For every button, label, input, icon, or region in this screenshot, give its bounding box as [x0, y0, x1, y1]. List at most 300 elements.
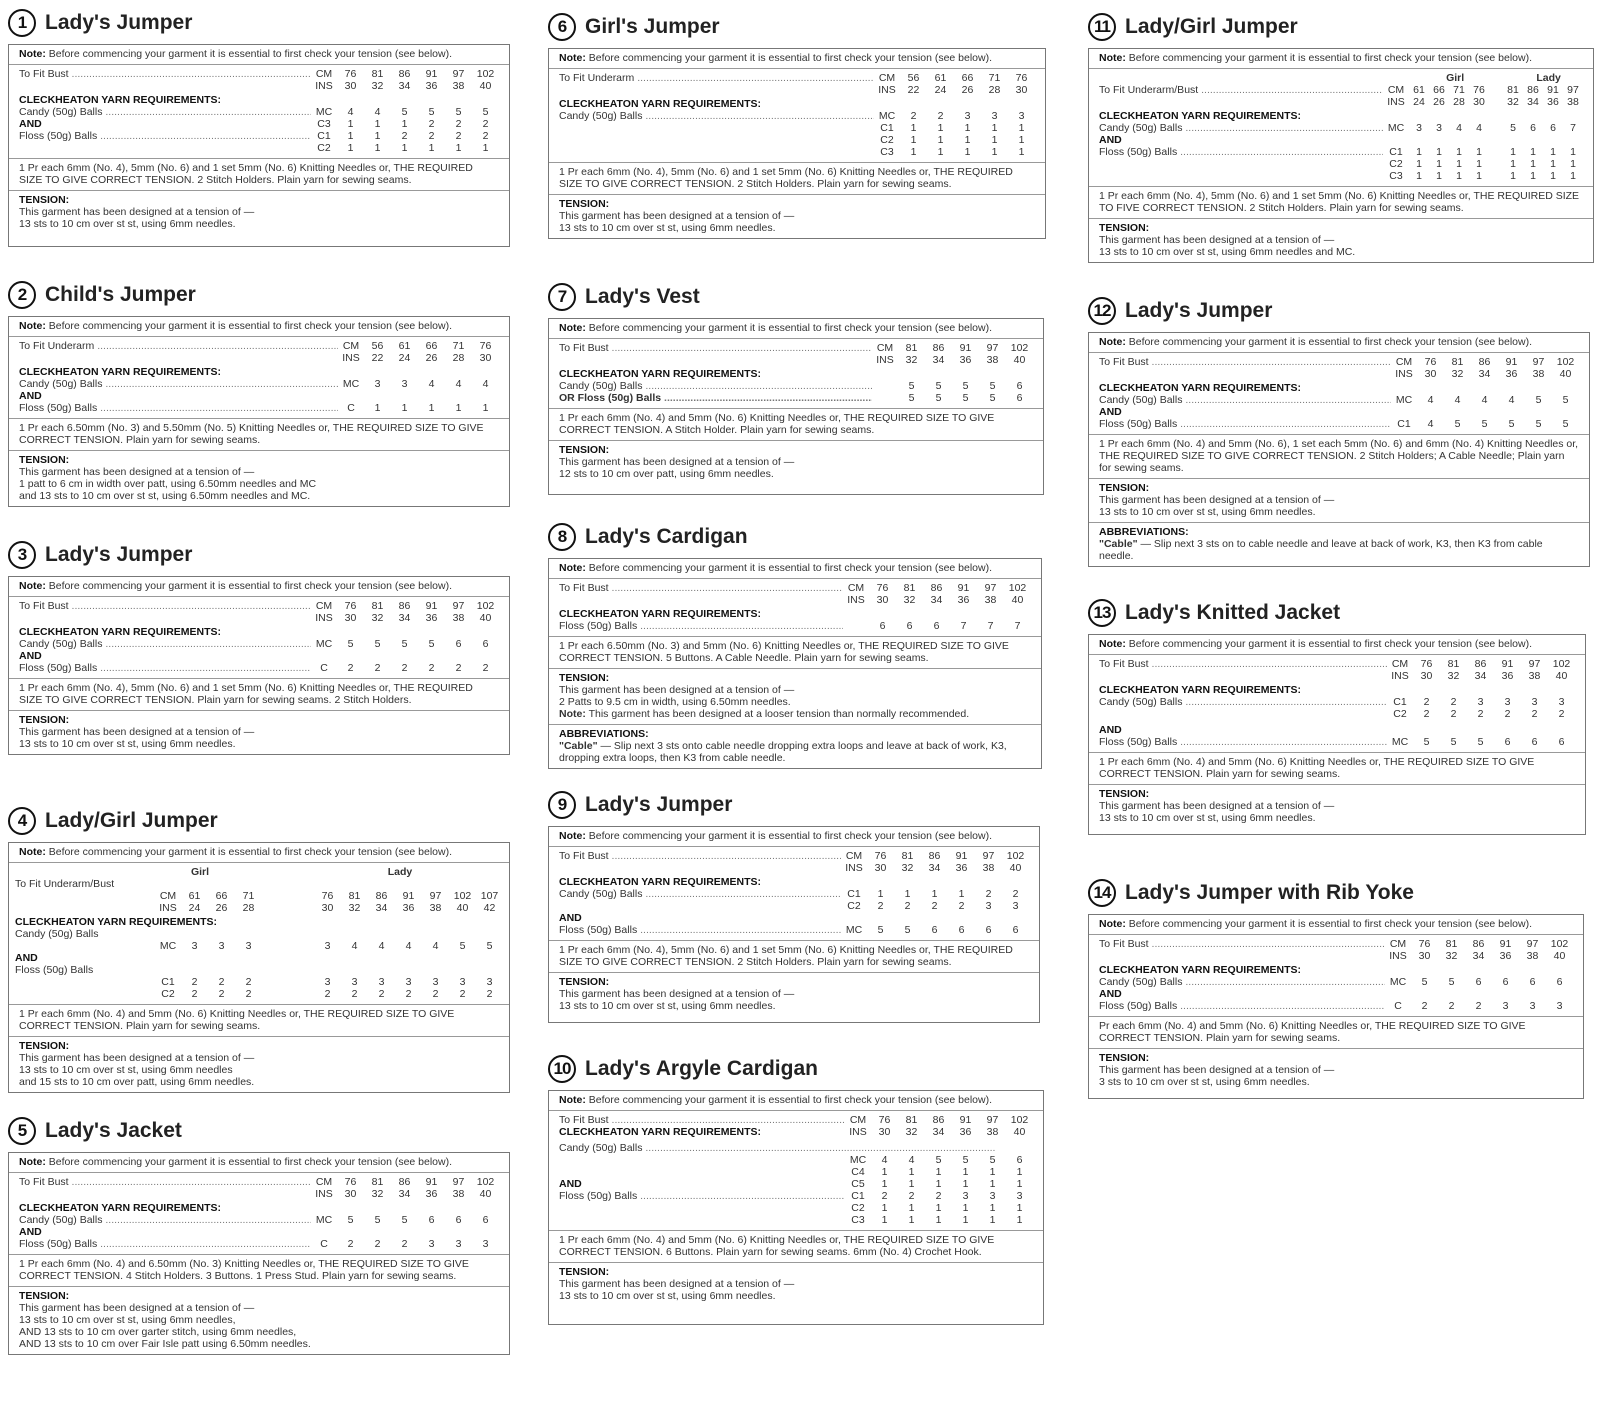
text: — Slip next 3 sts onto cable needle dropping extra loops and leave at back of work, K3, dropping extra loops, then K3 from cable needle. — [559, 740, 1007, 764]
text: Floss (50g) Balls ..... — [19, 130, 311, 142]
text: 1 — [1018, 122, 1025, 134]
text: 1 — [1530, 146, 1536, 158]
requirements: To Fit Bust ..... CM 81 86 91 97 102 INS 32 34 36 38 40 CLECKHEATON YARN REQUIREMENTS: Candy (50g) Balls ..... 5 5 5 5 6 OR Floss (50g) Balls ..... 5 5 5 5 6 — [549, 339, 1043, 409]
pattern-number: 14 — [1088, 879, 1116, 907]
text: 1 — [962, 1178, 969, 1190]
text: 1 — [935, 1178, 942, 1190]
pattern-title: Lady's Jumper with Rib Yoke — [1125, 881, 1414, 904]
requirements: To Fit Bust ..... CM 76 81 86 91 97 102 INS 30 32 34 36 38 40 CLECKHEATON YARN REQUIREMENTS: Candy (50g) Balls ..... C1 1 1 1 1 2 2 C2 2 2 2 2 3 3 AND Floss (50g) Balls ..... MC 5 5 6 6 6 6 — [549, 847, 1039, 941]
text: 5 — [989, 392, 996, 404]
text: 5 — [877, 924, 884, 936]
text: 36 — [957, 594, 970, 606]
text: To Fit Bust ..... — [1099, 658, 1387, 670]
text: Floss (50g) Balls — [15, 964, 94, 976]
text: 2 — [191, 988, 198, 1000]
text: 1 — [374, 118, 381, 130]
text: 2 — [1450, 696, 1457, 708]
text: 1 — [962, 1166, 969, 1178]
text: To Fit Underarm/Bust — [15, 878, 115, 890]
text: 66 — [961, 72, 974, 84]
pattern-title: Lady's Jumper — [45, 543, 193, 566]
text: 1 — [1436, 158, 1442, 170]
pattern-11 — [1088, 10, 1598, 263]
text: Before commencing your garment it is essential to first check your tension (see below). — [45, 1156, 453, 1168]
note — [9, 317, 509, 337]
text: 76 — [876, 582, 889, 594]
text: 5 — [401, 1214, 408, 1226]
text: 2 — [1012, 888, 1019, 900]
text: Note: — [19, 1156, 46, 1168]
text: 2 Patts to 9.5 cm in width, using 6.50mm needles. — [559, 696, 791, 708]
text: 2 — [455, 662, 462, 674]
text: 32 — [901, 862, 914, 874]
needles-text: 1 Pr each 6mm (No. 4) and 5mm (No. 6), 1 set each 5mm (No. 6) and 6mm (No. 4) Knitting Needles or, THE REQUIRED SIZE TO GIVE CORRECT TENSION. 2 Stitch Holders; A Cable Needle; Plain yarn for sewing seams. — [1089, 435, 1589, 479]
text: 2 — [1477, 708, 1484, 720]
text: 32 — [1507, 96, 1519, 108]
text: 4 — [347, 106, 354, 118]
note — [1089, 635, 1585, 655]
text: AND — [1099, 406, 1122, 418]
text: 38 — [452, 1188, 465, 1200]
text: 7 — [987, 620, 994, 632]
text: 97 — [1567, 84, 1579, 96]
text: 91 — [955, 850, 968, 862]
pattern-box — [1088, 914, 1584, 1099]
needles-text: 1 Pr each 6mm (No. 4) and 6.50mm (No. 3) Knitting Needles or, THE REQUIRED SIZE TO GIVE CORRECT TENSION. 4 Stitch Holders. 3 Buttons. 1 Press Stud. Plain yarn for sewing seams. — [9, 1255, 509, 1287]
text: 1 — [1550, 146, 1556, 158]
text: 1 — [908, 1178, 915, 1190]
text: 3 — [1558, 696, 1565, 708]
text: 76 — [344, 1176, 357, 1188]
text: 32 — [903, 594, 916, 606]
text: 34 — [1478, 368, 1491, 380]
text: 61 — [188, 890, 201, 902]
text: 36 — [1501, 670, 1514, 682]
text: Lady — [1536, 72, 1561, 84]
text: 40 — [479, 1188, 492, 1200]
needles-text: 1 Pr each 6mm (No. 4), 5mm (No. 6) and 1 set 5mm (No. 6) Knitting Needles or, THE REQUIRED SIZE TO GIVE CORRECT TENSION. 2 Stitch Holders. Plain yarn for sewing seams. — [549, 941, 1039, 973]
text: 7 — [1014, 620, 1021, 632]
text: 3 — [1477, 696, 1484, 708]
text: 3 — [401, 378, 408, 390]
text: 1 — [881, 1166, 888, 1178]
text: 5 — [347, 1214, 354, 1226]
text: 5 — [1454, 418, 1461, 430]
text: 5 — [1562, 394, 1569, 406]
text: C2 — [851, 1202, 865, 1214]
text: 1 — [347, 118, 354, 130]
text: 30 — [1473, 96, 1485, 108]
text: 13 sts to 10 cm over st st, using 6mm needles. — [19, 218, 236, 230]
text: 6 — [1558, 736, 1565, 748]
text: 32 — [905, 354, 918, 366]
requirements: To Fit Bust ..... CM 76 81 86 91 97 102 INS 30 32 34 36 38 40 CLECKHEATON YARN REQUIREMENTS: Candy (50g) Balls ..... MC 5 5 6 6 6 6 AND Floss (50g) Balls ..... C 2 2 2 3 3 3 — [1089, 935, 1583, 1017]
text: 2 — [351, 988, 358, 1000]
text: 5 — [428, 638, 435, 650]
text: To Fit Underarm/Bust ..... — [1099, 84, 1383, 96]
text: 102 — [1010, 1114, 1029, 1126]
tension — [1089, 479, 1589, 523]
text: 1 — [935, 1202, 942, 1214]
text: 102 — [476, 600, 495, 612]
pattern-number: 9 — [548, 791, 576, 819]
text: C1 — [317, 130, 331, 142]
text: To Fit Underarm ..... — [559, 72, 874, 84]
pattern-title: Lady's Jumper — [1125, 299, 1273, 322]
note — [9, 843, 509, 863]
text: To Fit Bust ..... — [19, 1176, 311, 1188]
text: 24 — [188, 902, 201, 914]
text: 1 — [1416, 146, 1422, 158]
text: 3 — [989, 1190, 996, 1202]
text: CLECKHEATON YARN REQUIREMENTS: — [1099, 382, 1302, 394]
text: To Fit Bust ..... — [559, 342, 872, 354]
text: TENSION: — [559, 198, 610, 210]
text: 42 — [483, 902, 496, 914]
text: 13 sts to 10 cm over st st, using 6mm needles, — [19, 1314, 236, 1326]
text: 6 — [1016, 1154, 1023, 1166]
pattern-title: Lady's Argyle Cardigan — [585, 1057, 818, 1080]
text: 4 — [428, 378, 435, 390]
text: 5 — [374, 638, 381, 650]
text: 5 — [935, 380, 942, 392]
text: 76 — [1015, 72, 1028, 84]
text: 36 — [425, 80, 438, 92]
text: C — [320, 662, 328, 674]
pattern-box — [548, 318, 1044, 495]
tension — [1089, 1049, 1583, 1098]
text: 5 — [908, 392, 915, 404]
text: TENSION: — [559, 672, 610, 684]
requirements: To Fit Bust ..... CM 76 81 86 91 97 102 INS 30 32 34 36 38 40 CLECKHEATON YARN REQUIREMENTS: Candy (50g) Balls ..... MC 4 4 5 5 5 5 AND C3 1 1 1 2 2 2 Floss (50g) Balls ..... C1 1 1 2 2 2 2 C2 1 1 1 1 1 1 — [9, 65, 509, 159]
abbreviations — [1089, 523, 1589, 566]
text: and 13 sts to 10 cm over st st, using 6.50mm needles and MC. — [19, 490, 311, 502]
text: C5 — [851, 1178, 865, 1190]
text: 1 — [347, 130, 354, 142]
text: This garment has been designed at a tension of — — [19, 1302, 255, 1314]
pattern-box — [548, 1090, 1044, 1325]
text: Before commencing your garment it is essential to first check your tension (see below). — [1125, 336, 1533, 348]
text: To Fit Bust ..... — [19, 600, 311, 612]
text: 6 — [985, 924, 992, 936]
text: MC — [845, 924, 863, 936]
text: 2 — [218, 976, 225, 988]
text: This garment has been designed at a tension of — — [1099, 800, 1335, 812]
text: 5 — [428, 106, 435, 118]
text: 1 — [1016, 1214, 1023, 1226]
text: 38 — [982, 862, 995, 874]
text: 6 — [482, 1214, 489, 1226]
text: 1 — [1016, 1202, 1023, 1214]
text: AND 13 sts to 10 cm over Fair Isle patt using 6.50mm needles. — [19, 1338, 311, 1350]
text: This garment has been designed at a tension of — — [1099, 234, 1335, 246]
text: 81 — [1445, 938, 1458, 950]
text: 2 — [881, 1190, 888, 1202]
text: 102 — [1556, 356, 1575, 368]
text: MC — [878, 110, 896, 122]
text: 2 — [455, 118, 462, 130]
text: 2 — [877, 900, 884, 912]
text: 6 — [879, 620, 886, 632]
text: 3 — [1504, 696, 1511, 708]
note — [1089, 915, 1583, 935]
requirements: To Fit Underarm ..... CM 56 61 66 71 76 INS 22 24 26 28 30 CLECKHEATON YARN REQUIREMENTS: Candy (50g) Balls ..... MC 3 3 4 4 4 AND Floss (50g) Balls ..... C 1 1 1 1 1 — [9, 337, 509, 419]
text: 91 — [425, 1176, 438, 1188]
text: 1 — [1510, 170, 1516, 182]
text: 1 — [937, 146, 944, 158]
text: 61 — [934, 72, 947, 84]
text: Note: — [19, 48, 46, 60]
text: This garment has been designed at a tension of — — [559, 988, 795, 1000]
text: AND 13 sts to 10 cm over garter stitch, using 6mm needles, — [19, 1326, 297, 1338]
text: Candy (50g) Balls ..... — [559, 888, 841, 900]
text: 6 — [1530, 122, 1536, 134]
pattern-7 — [548, 280, 1058, 495]
text: 1 — [1530, 158, 1536, 170]
tension — [9, 451, 509, 506]
text: 2 — [482, 130, 489, 142]
text: 4 — [1476, 122, 1482, 134]
text: 3 — [985, 900, 992, 912]
text: 40 — [1555, 670, 1568, 682]
text: 2 — [191, 976, 198, 988]
text: 36 — [1505, 368, 1518, 380]
text: Floss (50g) Balls ..... — [1099, 146, 1383, 158]
text: 3 — [962, 1190, 969, 1202]
text: 3 — [351, 976, 358, 988]
text: 86 — [1474, 658, 1487, 670]
text: 76 — [479, 340, 492, 352]
text: 6 — [1556, 976, 1563, 988]
text: TENSION: — [559, 976, 610, 988]
text: 32 — [1447, 670, 1460, 682]
pattern-title: Lady's Cardigan — [585, 525, 748, 548]
text: 5 — [347, 638, 354, 650]
text: 81 — [348, 890, 361, 902]
text: This garment has been designed at a tension of — — [1099, 1064, 1335, 1076]
text: — Slip next 3 sts on to cable needle and leave at back of work, K3, then K3 from cable needle. — [1099, 538, 1543, 562]
text: To Fit Bust ..... — [19, 68, 311, 80]
text: 34 — [930, 594, 943, 606]
text: 36 — [425, 1188, 438, 1200]
text: 4 — [1454, 394, 1461, 406]
text: Candy (50g) Balls — [15, 928, 99, 940]
text: 13 sts to 10 cm over st st, using 6mm needles. — [1099, 506, 1316, 518]
text: This garment has been designed at a tension of — — [1099, 494, 1335, 506]
text: 26 — [215, 902, 228, 914]
text: 1 — [401, 118, 408, 130]
text: CLECKHEATON YARN REQUIREMENTS: — [559, 98, 762, 110]
pattern-title: Lady's Jacket — [45, 1119, 182, 1142]
pattern-8 — [548, 520, 1058, 769]
text: 5 — [989, 1154, 996, 1166]
text: 97 — [986, 342, 999, 354]
text: C2 — [317, 142, 331, 154]
text: 22 — [371, 352, 384, 364]
pattern-number: 4 — [8, 807, 36, 835]
text: 13 sts to 10 cm over st st, using 6mm needles. — [19, 738, 236, 750]
text: 40 — [1011, 594, 1024, 606]
text: 5 — [459, 940, 466, 952]
text: 3 — [1016, 1190, 1023, 1202]
text: 3 — [1556, 1000, 1563, 1012]
text: 2 — [401, 662, 408, 674]
text: 1 — [962, 1214, 969, 1226]
text: 1 — [482, 142, 489, 154]
text: 2 — [937, 110, 944, 122]
text: 2 — [428, 118, 435, 130]
text: 36 — [1547, 96, 1559, 108]
text: 5 — [989, 380, 996, 392]
text: 1 — [910, 146, 917, 158]
text: ABBREVIATIONS: — [559, 728, 649, 740]
text: CLECKHEATON YARN REQUIREMENTS: — [559, 368, 762, 380]
text: 1 — [1476, 170, 1482, 182]
text: 71 — [242, 890, 255, 902]
text: 38 — [1528, 670, 1541, 682]
text: Before commencing your garment it is essential to first check your tension (see below). — [1125, 638, 1533, 650]
text: 1 — [881, 1214, 888, 1226]
pattern-box — [8, 44, 510, 247]
pattern-box — [8, 842, 510, 1093]
text: 5 — [908, 380, 915, 392]
text: 76 — [344, 600, 357, 612]
text: 1 — [1456, 170, 1462, 182]
text: 38 — [452, 612, 465, 624]
pattern-number: 6 — [548, 13, 576, 41]
text: 86 — [930, 582, 943, 594]
text: 5 — [1535, 394, 1542, 406]
text: Before commencing your garment it is essential to first check your tension (see below). — [45, 48, 453, 60]
text: 38 — [1532, 368, 1545, 380]
text: 2 — [908, 1190, 915, 1202]
text: Candy (50g) Balls ..... — [559, 1142, 1033, 1154]
text: "Cable" — [559, 740, 598, 752]
text: Note: — [559, 52, 586, 64]
pattern-title: Lady's Knitted Jacket — [1125, 601, 1341, 624]
text: 81 — [371, 68, 384, 80]
pattern-box — [548, 558, 1042, 769]
text: 1 — [964, 134, 971, 146]
text: 91 — [959, 1114, 972, 1126]
text: 36 — [959, 354, 972, 366]
text: AND — [19, 1226, 42, 1238]
note — [9, 45, 509, 65]
note — [549, 1091, 1043, 1111]
text: 36 — [425, 612, 438, 624]
text: 3 — [324, 976, 331, 988]
text: 76 — [874, 850, 887, 862]
text: 97 — [452, 600, 465, 612]
text: Candy (50g) Balls ..... — [19, 378, 338, 390]
text: Note: — [559, 562, 586, 574]
text: 1 — [428, 402, 435, 414]
text: 6 — [1529, 976, 1536, 988]
text: 30 — [344, 1188, 357, 1200]
text: TENSION: — [559, 1266, 610, 1278]
text: 102 — [1550, 938, 1569, 950]
text: 24 — [398, 352, 411, 364]
pattern-title: Child's Jumper — [45, 283, 196, 306]
text: CLECKHEATON YARN REQUIREMENTS: — [15, 916, 218, 928]
text: 76 — [1424, 356, 1437, 368]
needles-text: 1 Pr each 6mm (No. 4), 5mm (No. 6) and 1 set 5mm (No. 6) Knitting Needles or, THE REQUIRED SIZE TO GIVE CORRECT TENSION. Plain yarn for sewing seams. 2 Stitch Holders. — [9, 679, 509, 711]
text: 102 — [476, 1176, 495, 1188]
pattern-4 — [8, 804, 518, 1093]
text: C2 — [1389, 158, 1403, 170]
text: Note: — [1099, 52, 1126, 64]
text: 81 — [901, 850, 914, 862]
text: 28 — [452, 352, 465, 364]
text: 1 patt to 6 cm in width over patt, using 6.50mm needles and MC — [19, 478, 317, 490]
text: MC — [1387, 122, 1405, 134]
text: 3 — [1502, 1000, 1509, 1012]
text: 1 — [937, 122, 944, 134]
text: 1 — [482, 402, 489, 414]
text: 76 — [1420, 658, 1433, 670]
requirements: To Fit Bust ..... CM 76 81 86 91 97 102 INS 30 32 34 36 38 40 CLECKHEATON YARN REQUIREMENTS: Candy (50g) Balls ..... C1 2 2 3 3 3 3 C2 2 2 2 2 2 2 AND Floss (50g) Balls ..... MC 5 5 5 6 6 6 — [1089, 655, 1585, 753]
text: 97 — [984, 582, 997, 594]
text: Candy (50g) Balls ..... — [19, 1214, 311, 1226]
text: 1 — [401, 142, 408, 154]
text: CLECKHEATON YARN REQUIREMENTS: — [1099, 684, 1302, 696]
text: 97 — [986, 1114, 999, 1126]
text: This garment has been designed at a tension of — — [559, 684, 795, 696]
text: 1 — [908, 1202, 915, 1214]
text: 5 — [455, 106, 462, 118]
text: 86 — [398, 1176, 411, 1188]
tension — [1089, 785, 1585, 834]
text: Note: — [559, 1094, 586, 1106]
note — [9, 1153, 509, 1173]
text: 107 — [480, 890, 499, 902]
text: 6 — [455, 1214, 462, 1226]
text: 1 — [374, 130, 381, 142]
text: 1 — [958, 888, 965, 900]
text: 1 — [935, 1214, 942, 1226]
text: 1 — [877, 888, 884, 900]
text: 38 — [986, 354, 999, 366]
text: To Fit Bust ..... — [559, 582, 843, 594]
text: 1 — [908, 1166, 915, 1178]
text: 1 — [1016, 1178, 1023, 1190]
text: C4 — [851, 1166, 865, 1178]
text: and 15 sts to 10 cm over patt, using 6mm needles. — [19, 1076, 255, 1088]
needles-text: Pr each 6mm (No. 4) and 5mm (No. 6) Knitting Needles or, THE REQUIRED SIZE TO GIVE CORRECT TENSION. Plain yarn for sewing seams. — [1089, 1017, 1583, 1049]
text: 1 — [989, 1214, 996, 1226]
text: 1 — [908, 1214, 915, 1226]
text: 3 — [378, 976, 385, 988]
text: 32 — [1451, 368, 1464, 380]
text: 7 — [1570, 122, 1576, 134]
text: CLECKHEATON YARN REQUIREMENTS: — [19, 1202, 222, 1214]
text: 2 — [245, 976, 252, 988]
text: 1 — [904, 888, 911, 900]
text: 5 — [1508, 418, 1515, 430]
text: 102 — [453, 890, 472, 902]
yarn-heading: CLECKHEATON YARN REQUIREMENTS: — [19, 94, 222, 106]
text: To Fit Bust ..... — [1099, 356, 1391, 368]
text: MC — [159, 940, 177, 952]
text: 1 — [347, 142, 354, 154]
text: MC — [315, 106, 333, 118]
text: 102 — [1010, 342, 1029, 354]
text: 3 — [324, 940, 331, 952]
pattern-box — [548, 826, 1040, 1023]
text: Before commencing your garment it is essential to first check your tension (see below). — [585, 322, 993, 334]
text: 1 — [1550, 158, 1556, 170]
text: TENSION: — [1099, 1052, 1150, 1064]
